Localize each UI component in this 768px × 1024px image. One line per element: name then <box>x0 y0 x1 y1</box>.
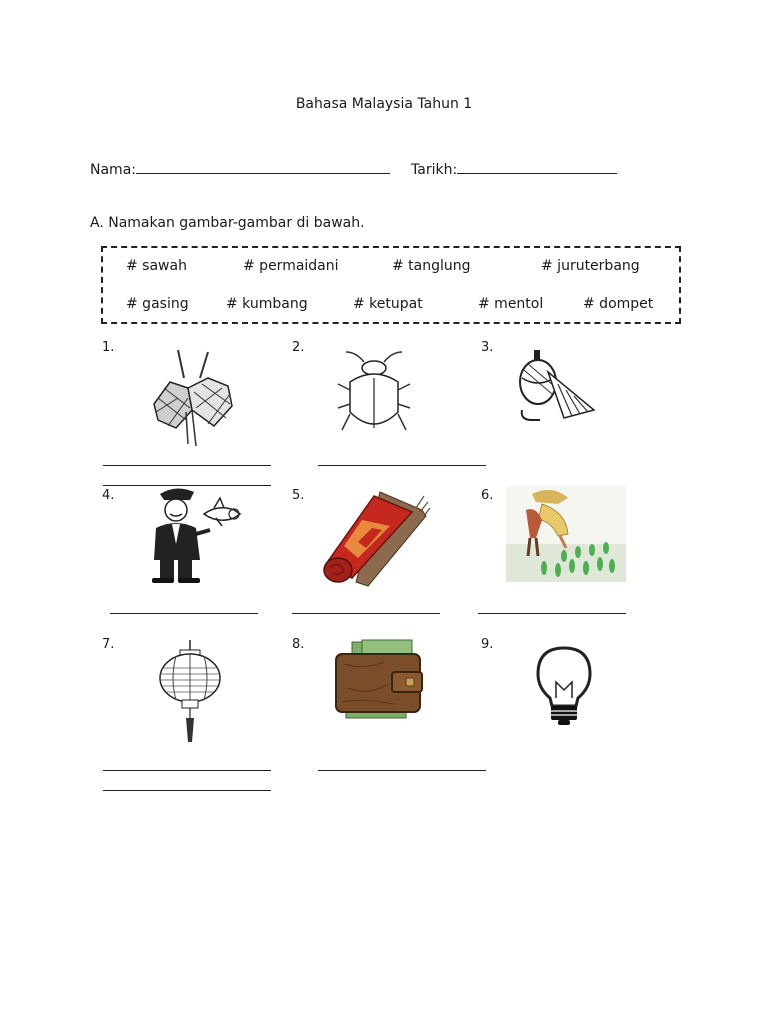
word-sawah: # sawah <box>126 258 187 274</box>
word-tanglung: # tanglung <box>392 258 471 274</box>
instruction: A. Namakan gambar-gambar di bawah. <box>90 215 365 231</box>
ketupat-icon <box>148 348 236 448</box>
item-number-2: 2. <box>292 340 305 355</box>
word-permaidani: # permaidani <box>243 258 339 274</box>
answer-line-7[interactable] <box>103 770 271 771</box>
item-number-9: 9. <box>481 637 494 652</box>
answer-line-6[interactable] <box>478 613 626 614</box>
paddy-field-icon <box>506 486 626 582</box>
word-gasing: # gasing <box>126 296 189 312</box>
item-number-1: 1. <box>102 340 115 355</box>
answer-line-5[interactable] <box>292 613 440 614</box>
light-bulb-icon <box>534 646 594 726</box>
answer-line-7b[interactable] <box>103 790 271 791</box>
name-row <box>90 161 390 178</box>
word-kumbang: # kumbang <box>226 296 308 312</box>
item-number-4: 4. <box>102 488 115 503</box>
answer-line-2[interactable] <box>318 465 486 466</box>
page-title: Bahasa Malaysia Tahun 1 <box>295 96 473 112</box>
date-field[interactable] <box>457 161 617 174</box>
lantern-icon <box>156 640 224 744</box>
item-number-5: 5. <box>292 488 305 503</box>
answer-line-1b[interactable] <box>103 485 271 486</box>
name-field[interactable] <box>136 161 390 174</box>
rolled-carpet-icon <box>312 486 430 592</box>
spinning-top-icon <box>518 348 600 424</box>
name-label: Nama: <box>90 162 136 178</box>
item-number-8: 8. <box>292 637 305 652</box>
wallet-icon <box>334 640 424 722</box>
answer-line-8[interactable] <box>318 770 486 771</box>
item-number-7: 7. <box>102 637 115 652</box>
date-row <box>411 161 617 178</box>
date-label: Tarikh: <box>411 162 458 178</box>
word-dompet: # dompet <box>583 296 654 312</box>
word-mentol: # mentol <box>478 296 544 312</box>
pilot-icon <box>148 484 242 584</box>
item-number-6: 6. <box>481 488 494 503</box>
beetle-icon <box>336 348 412 438</box>
item-number-3: 3. <box>481 340 494 355</box>
answer-line-4[interactable] <box>110 613 258 614</box>
answer-line-1[interactable] <box>103 465 271 466</box>
word-ketupat: # ketupat <box>353 296 423 312</box>
word-juruterbang: # juruterbang <box>541 258 640 274</box>
